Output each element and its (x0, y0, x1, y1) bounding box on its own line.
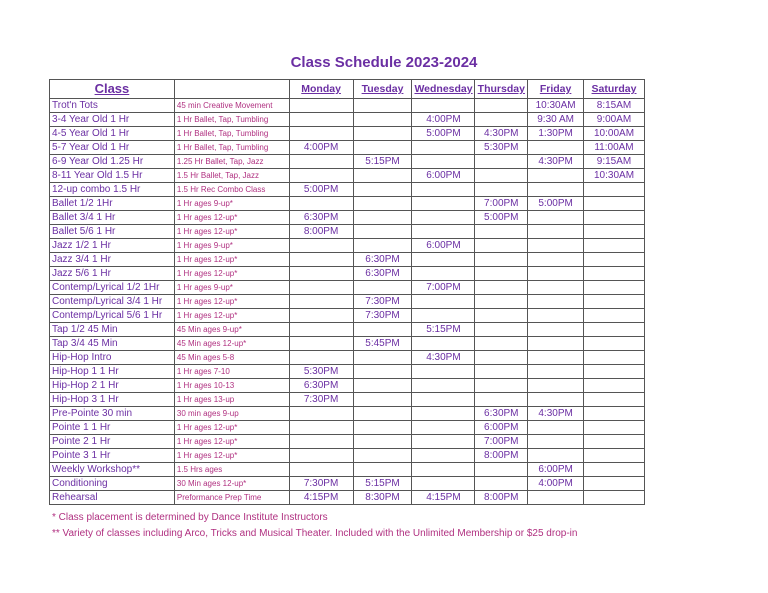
time-cell-thursday (475, 323, 528, 337)
schedule-table (49, 79, 645, 505)
class-description: 45 Min ages 9-up* (174, 323, 289, 337)
time-cell-friday (528, 169, 584, 183)
time-cell-tuesday (353, 393, 412, 407)
time-cell-monday: 6:30PM (289, 211, 353, 225)
time-cell-thursday: 6:00PM (475, 421, 528, 435)
time-cell-friday (528, 393, 584, 407)
time-cell-wednesday (412, 365, 475, 379)
class-name: Trot'n Tots (50, 99, 175, 113)
class-name: Tap 1/2 45 Min (50, 323, 175, 337)
time-cell-thursday (475, 295, 528, 309)
time-cell-thursday (475, 225, 528, 239)
class-description: 1.5 Hr Ballet, Tap, Jazz (174, 169, 289, 183)
time-cell-wednesday (412, 295, 475, 309)
time-cell-tuesday (353, 365, 412, 379)
schedule-row (50, 183, 645, 197)
header-description (174, 80, 289, 99)
class-name: Jazz 1/2 1 Hr (50, 239, 175, 253)
time-cell-friday: 6:00PM (528, 463, 584, 477)
class-description: 1 Hr ages 13-up (174, 393, 289, 407)
time-cell-monday: 5:00PM (289, 183, 353, 197)
time-cell-monday: 4:00PM (289, 141, 353, 155)
time-cell-saturday (584, 211, 645, 225)
time-cell-thursday (475, 169, 528, 183)
time-cell-thursday: 7:00PM (475, 435, 528, 449)
time-cell-friday: 10:30AM (528, 99, 584, 113)
time-cell-tuesday (353, 225, 412, 239)
time-cell-thursday (475, 183, 528, 197)
time-cell-friday (528, 253, 584, 267)
class-description: 1.5 Hrs ages (174, 463, 289, 477)
header-monday: Monday (289, 80, 353, 99)
time-cell-monday (289, 295, 353, 309)
class-name: Ballet 3/4 1 Hr (50, 211, 175, 225)
time-cell-saturday (584, 463, 645, 477)
schedule-row (50, 351, 645, 365)
time-cell-wednesday (412, 421, 475, 435)
class-name: Rehearsal (50, 491, 175, 505)
time-cell-saturday: 9:00AM (584, 113, 645, 127)
class-name: 5-7 Year Old 1 Hr (50, 141, 175, 155)
time-cell-thursday (475, 365, 528, 379)
time-cell-tuesday: 7:30PM (353, 309, 412, 323)
time-cell-wednesday: 4:00PM (412, 113, 475, 127)
time-cell-saturday (584, 239, 645, 253)
time-cell-saturday: 11:00AM (584, 141, 645, 155)
class-description: 1 Hr Ballet, Tap, Tumbling (174, 127, 289, 141)
time-cell-thursday (475, 393, 528, 407)
schedule-row (50, 239, 645, 253)
time-cell-tuesday (353, 323, 412, 337)
time-cell-wednesday (412, 99, 475, 113)
time-cell-thursday: 8:00PM (475, 449, 528, 463)
time-cell-monday (289, 155, 353, 169)
time-cell-thursday (475, 267, 528, 281)
class-name: 4-5 Year Old 1 Hr (50, 127, 175, 141)
class-name: Pointe 2 1 Hr (50, 435, 175, 449)
footnote-workshop: ** Variety of classes including Arco, Tricks and Musical Theater. Included with the Unlimited Membership or $25 drop-in (52, 528, 578, 539)
time-cell-tuesday (353, 127, 412, 141)
class-description: 30 Min ages 12-up* (174, 477, 289, 491)
time-cell-tuesday (353, 449, 412, 463)
page-title: Class Schedule 2023-2024 (290, 54, 478, 71)
class-name: Contemp/Lyrical 3/4 1 Hr (50, 295, 175, 309)
time-cell-wednesday (412, 463, 475, 477)
class-name: 6-9 Year Old 1.25 Hr (50, 155, 175, 169)
time-cell-friday (528, 421, 584, 435)
class-description: 1 Hr ages 9-up* (174, 239, 289, 253)
time-cell-monday (289, 253, 353, 267)
time-cell-tuesday: 6:30PM (353, 267, 412, 281)
time-cell-tuesday: 5:45PM (353, 337, 412, 351)
class-description: 1 Hr ages 12-up* (174, 225, 289, 239)
time-cell-tuesday (353, 211, 412, 225)
schedule-row (50, 323, 645, 337)
time-cell-wednesday (412, 449, 475, 463)
schedule-row (50, 477, 645, 491)
time-cell-monday (289, 267, 353, 281)
time-cell-wednesday (412, 309, 475, 323)
time-cell-thursday (475, 463, 528, 477)
time-cell-tuesday (353, 239, 412, 253)
time-cell-friday: 9:30 AM (528, 113, 584, 127)
class-name: Conditioning (50, 477, 175, 491)
class-name: Hip-Hop 1 1 Hr (50, 365, 175, 379)
schedule-row (50, 225, 645, 239)
time-cell-saturday (584, 351, 645, 365)
schedule-row (50, 407, 645, 421)
header-row (50, 80, 645, 99)
time-cell-wednesday: 7:00PM (412, 281, 475, 295)
time-cell-friday (528, 309, 584, 323)
time-cell-tuesday (353, 435, 412, 449)
time-cell-monday: 7:30PM (289, 477, 353, 491)
time-cell-tuesday: 5:15PM (353, 155, 412, 169)
class-description: 1 Hr Ballet, Tap, Tumbling (174, 141, 289, 155)
time-cell-wednesday (412, 155, 475, 169)
class-name: Pointe 1 1 Hr (50, 421, 175, 435)
time-cell-monday (289, 127, 353, 141)
time-cell-monday: 8:00PM (289, 225, 353, 239)
time-cell-thursday: 6:30PM (475, 407, 528, 421)
time-cell-thursday (475, 477, 528, 491)
class-description: 1 Hr ages 12-up* (174, 435, 289, 449)
time-cell-monday (289, 169, 353, 183)
class-description: 1 Hr Ballet, Tap, Tumbling (174, 113, 289, 127)
time-cell-wednesday (412, 407, 475, 421)
time-cell-saturday (584, 295, 645, 309)
class-name: Ballet 1/2 1Hr (50, 197, 175, 211)
time-cell-thursday (475, 253, 528, 267)
header-saturday: Saturday (584, 80, 645, 99)
class-name: Jazz 5/6 1 Hr (50, 267, 175, 281)
time-cell-wednesday: 5:15PM (412, 323, 475, 337)
time-cell-thursday (475, 337, 528, 351)
class-description: 1 Hr ages 12-up* (174, 309, 289, 323)
class-name: Hip-Hop 3 1 Hr (50, 393, 175, 407)
schedule-row (50, 393, 645, 407)
time-cell-saturday (584, 337, 645, 351)
time-cell-tuesday (353, 351, 412, 365)
time-cell-wednesday (412, 337, 475, 351)
time-cell-saturday (584, 267, 645, 281)
schedule-row (50, 365, 645, 379)
schedule-row (50, 309, 645, 323)
class-name: 3-4 Year Old 1 Hr (50, 113, 175, 127)
time-cell-wednesday (412, 253, 475, 267)
time-cell-thursday: 7:00PM (475, 197, 528, 211)
time-cell-monday (289, 351, 353, 365)
time-cell-monday: 4:15PM (289, 491, 353, 505)
class-description: 1 Hr ages 12-up* (174, 295, 289, 309)
time-cell-tuesday: 7:30PM (353, 295, 412, 309)
schedule-row (50, 295, 645, 309)
class-name: Contemp/Lyrical 5/6 1 Hr (50, 309, 175, 323)
schedule-row (50, 211, 645, 225)
schedule-row (50, 449, 645, 463)
time-cell-monday (289, 449, 353, 463)
time-cell-saturday (584, 421, 645, 435)
time-cell-saturday (584, 281, 645, 295)
time-cell-monday (289, 309, 353, 323)
time-cell-tuesday: 6:30PM (353, 253, 412, 267)
time-cell-thursday (475, 113, 528, 127)
schedule-row (50, 113, 645, 127)
time-cell-wednesday: 4:30PM (412, 351, 475, 365)
time-cell-saturday (584, 197, 645, 211)
class-description: 1.5 Hr Rec Combo Class (174, 183, 289, 197)
time-cell-wednesday (412, 393, 475, 407)
time-cell-monday (289, 323, 353, 337)
time-cell-tuesday (353, 141, 412, 155)
time-cell-thursday (475, 379, 528, 393)
class-description: 1 Hr ages 12-up* (174, 449, 289, 463)
class-name: Pointe 3 1 Hr (50, 449, 175, 463)
time-cell-friday (528, 211, 584, 225)
time-cell-tuesday (353, 169, 412, 183)
time-cell-monday (289, 239, 353, 253)
time-cell-monday (289, 99, 353, 113)
class-name: Tap 3/4 45 Min (50, 337, 175, 351)
time-cell-saturday (584, 393, 645, 407)
time-cell-thursday: 5:30PM (475, 141, 528, 155)
time-cell-friday: 4:30PM (528, 155, 584, 169)
time-cell-saturday (584, 323, 645, 337)
time-cell-wednesday: 6:00PM (412, 169, 475, 183)
time-cell-friday: 4:00PM (528, 477, 584, 491)
time-cell-wednesday: 5:00PM (412, 127, 475, 141)
time-cell-monday (289, 407, 353, 421)
time-cell-friday: 5:00PM (528, 197, 584, 211)
time-cell-friday (528, 449, 584, 463)
time-cell-saturday: 10:30AM (584, 169, 645, 183)
time-cell-friday (528, 351, 584, 365)
time-cell-friday (528, 491, 584, 505)
time-cell-saturday: 8:15AM (584, 99, 645, 113)
time-cell-friday (528, 281, 584, 295)
time-cell-monday (289, 463, 353, 477)
time-cell-wednesday (412, 435, 475, 449)
time-cell-wednesday (412, 225, 475, 239)
class-description: 1 Hr ages 12-up* (174, 253, 289, 267)
schedule-row (50, 379, 645, 393)
class-description: 1 Hr ages 12-up* (174, 267, 289, 281)
time-cell-tuesday (353, 99, 412, 113)
time-cell-thursday: 5:00PM (475, 211, 528, 225)
time-cell-tuesday (353, 183, 412, 197)
time-cell-friday (528, 365, 584, 379)
class-name: 12-up combo 1.5 Hr (50, 183, 175, 197)
time-cell-saturday: 9:15AM (584, 155, 645, 169)
class-name: Jazz 3/4 1 Hr (50, 253, 175, 267)
time-cell-monday (289, 113, 353, 127)
class-description: 1 Hr ages 9-up* (174, 281, 289, 295)
time-cell-tuesday (353, 379, 412, 393)
time-cell-wednesday (412, 477, 475, 491)
class-description: 1 Hr ages 9-up* (174, 197, 289, 211)
time-cell-friday (528, 267, 584, 281)
schedule-row (50, 253, 645, 267)
time-cell-tuesday (353, 113, 412, 127)
schedule-row (50, 421, 645, 435)
schedule-row (50, 267, 645, 281)
time-cell-wednesday: 6:00PM (412, 239, 475, 253)
schedule-row (50, 435, 645, 449)
time-cell-tuesday (353, 197, 412, 211)
schedule-row (50, 491, 645, 505)
time-cell-friday (528, 295, 584, 309)
schedule-body (50, 99, 645, 505)
time-cell-monday: 5:30PM (289, 365, 353, 379)
time-cell-wednesday (412, 141, 475, 155)
class-name: Ballet 5/6 1 Hr (50, 225, 175, 239)
time-cell-saturday (584, 407, 645, 421)
schedule-row (50, 141, 645, 155)
time-cell-tuesday (353, 421, 412, 435)
time-cell-monday: 7:30PM (289, 393, 353, 407)
header-thursday: Thursday (475, 80, 528, 99)
time-cell-friday: 1:30PM (528, 127, 584, 141)
time-cell-saturday (584, 435, 645, 449)
class-name: Hip-Hop Intro (50, 351, 175, 365)
class-description: Preformance Prep Time (174, 491, 289, 505)
class-name: Weekly Workshop** (50, 463, 175, 477)
time-cell-friday (528, 183, 584, 197)
footnotes (52, 510, 577, 542)
class-description: 1 Hr ages 10-13 (174, 379, 289, 393)
time-cell-thursday (475, 239, 528, 253)
time-cell-friday (528, 337, 584, 351)
time-cell-saturday (584, 309, 645, 323)
class-description: 1 Hr ages 7-10 (174, 365, 289, 379)
time-cell-tuesday: 5:15PM (353, 477, 412, 491)
schedule-row (50, 463, 645, 477)
class-name: Hip-Hop 2 1 Hr (50, 379, 175, 393)
class-description: 1 Hr ages 12-up* (174, 211, 289, 225)
time-cell-wednesday (412, 197, 475, 211)
time-cell-monday (289, 435, 353, 449)
time-cell-tuesday (353, 407, 412, 421)
time-cell-wednesday (412, 379, 475, 393)
time-cell-wednesday: 4:15PM (412, 491, 475, 505)
schedule-row (50, 197, 645, 211)
time-cell-saturday (584, 253, 645, 267)
time-cell-monday (289, 281, 353, 295)
time-cell-monday: 6:30PM (289, 379, 353, 393)
time-cell-friday: 4:30PM (528, 407, 584, 421)
time-cell-saturday (584, 449, 645, 463)
time-cell-wednesday (412, 211, 475, 225)
time-cell-thursday (475, 281, 528, 295)
time-cell-friday (528, 435, 584, 449)
header-class: Class (50, 80, 175, 99)
time-cell-saturday (584, 379, 645, 393)
time-cell-thursday (475, 351, 528, 365)
time-cell-tuesday (353, 281, 412, 295)
time-cell-friday (528, 141, 584, 155)
time-cell-monday (289, 421, 353, 435)
time-cell-thursday: 8:00PM (475, 491, 528, 505)
time-cell-saturday (584, 225, 645, 239)
time-cell-saturday: 10:00AM (584, 127, 645, 141)
time-cell-wednesday (412, 267, 475, 281)
schedule-row (50, 337, 645, 351)
time-cell-monday (289, 197, 353, 211)
time-cell-saturday (584, 491, 645, 505)
time-cell-saturday (584, 365, 645, 379)
time-cell-wednesday (412, 183, 475, 197)
footnote-placement: * Class placement is determined by Dance Institute Instructors (52, 512, 328, 523)
schedule-row (50, 155, 645, 169)
time-cell-thursday (475, 155, 528, 169)
header-wednesday: Wednesday (412, 80, 475, 99)
class-description: 1 Hr ages 12-up* (174, 421, 289, 435)
class-name: 8-11 Year Old 1.5 Hr (50, 169, 175, 183)
class-description: 45 Min ages 5-8 (174, 351, 289, 365)
time-cell-thursday: 4:30PM (475, 127, 528, 141)
time-cell-thursday (475, 99, 528, 113)
time-cell-friday (528, 239, 584, 253)
class-description: 30 min ages 9-up (174, 407, 289, 421)
time-cell-saturday (584, 477, 645, 491)
time-cell-friday (528, 379, 584, 393)
time-cell-saturday (584, 183, 645, 197)
time-cell-thursday (475, 309, 528, 323)
time-cell-friday (528, 225, 584, 239)
schedule-row (50, 127, 645, 141)
schedule-row (50, 169, 645, 183)
class-description: 1.25 Hr Ballet, Tap, Jazz (174, 155, 289, 169)
class-description: 45 min Creative Movement (174, 99, 289, 113)
class-name: Contemp/Lyrical 1/2 1Hr (50, 281, 175, 295)
schedule-row (50, 281, 645, 295)
class-description: 45 Min ages 12-up* (174, 337, 289, 351)
time-cell-monday (289, 337, 353, 351)
time-cell-tuesday: 8:30PM (353, 491, 412, 505)
header-tuesday: Tuesday (353, 80, 412, 99)
header-friday: Friday (528, 80, 584, 99)
schedule-row (50, 99, 645, 113)
time-cell-friday (528, 323, 584, 337)
class-name: Pre-Pointe 30 min (50, 407, 175, 421)
time-cell-tuesday (353, 463, 412, 477)
